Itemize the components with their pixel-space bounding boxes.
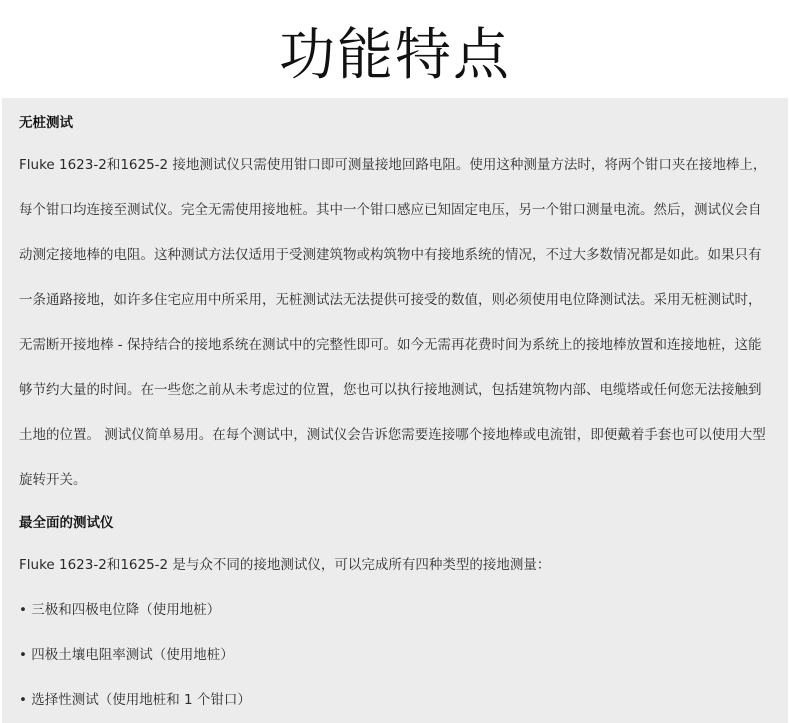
page-header — [0, 0, 790, 96]
feature-content — [2, 98, 788, 723]
section-heading-stakeless: 无桩测试 — [19, 115, 73, 131]
section-paragraph-comprehensive: Fluke 1623-2和1625-2 是与众不同的接地测试仪，可以完成所有四种类型的接地测量： — [19, 557, 551, 573]
list-item: • 选择性测试（使用地桩和 1 个钳口） — [19, 692, 251, 708]
page-title: 功能特点 — [279, 23, 511, 88]
list-item: • 四极土壤电阻率测试（使用地桩） — [19, 647, 234, 663]
section-heading-comprehensive: 最全面的测试仪 — [19, 515, 114, 531]
section-paragraph-stakeless: Fluke 1623-2和1625-2 接地测试仪只需使用钳口即可测量接地回路电阻。使用这种测量方法时，将两个钳口夹在接地棒上，每个钳口均连接至测试仪。完全无需使用接地桩。其中一个钳口感应已知固定电压，另一个钳口测量电流。然后，测试仪会自动测定接地棒的电阻。这种测试方法仅适用于受测建筑物或构筑物中有接地系统的情况，不过大多数情况都是如此。如果只有一条通路接地，如许多住宅应用中所采用，无桩测试法无法提供可接受的数值，则必须使用电位降测试法。采用无桩测试时，无需断开接地棒 - 保持结合的接地系统在测试中的完整性即可。如今无需再花费时间为系统上的接地棒放置和连接地桩，这能够节约大量的时间。在一些您之前从未考虑过的位置，您也可以执行接地测试，包括建筑物内部、电缆塔或任何您无法接触到土地的位置。 测试仪简单易用。在每个测试中，测试仪会告诉您需要连接哪个接地棒或电流钳，即便戴着手套也可以使用大型旋转开关。 — [19, 157, 767, 488]
list-item: • 三极和四极电位降（使用地桩） — [19, 602, 221, 618]
